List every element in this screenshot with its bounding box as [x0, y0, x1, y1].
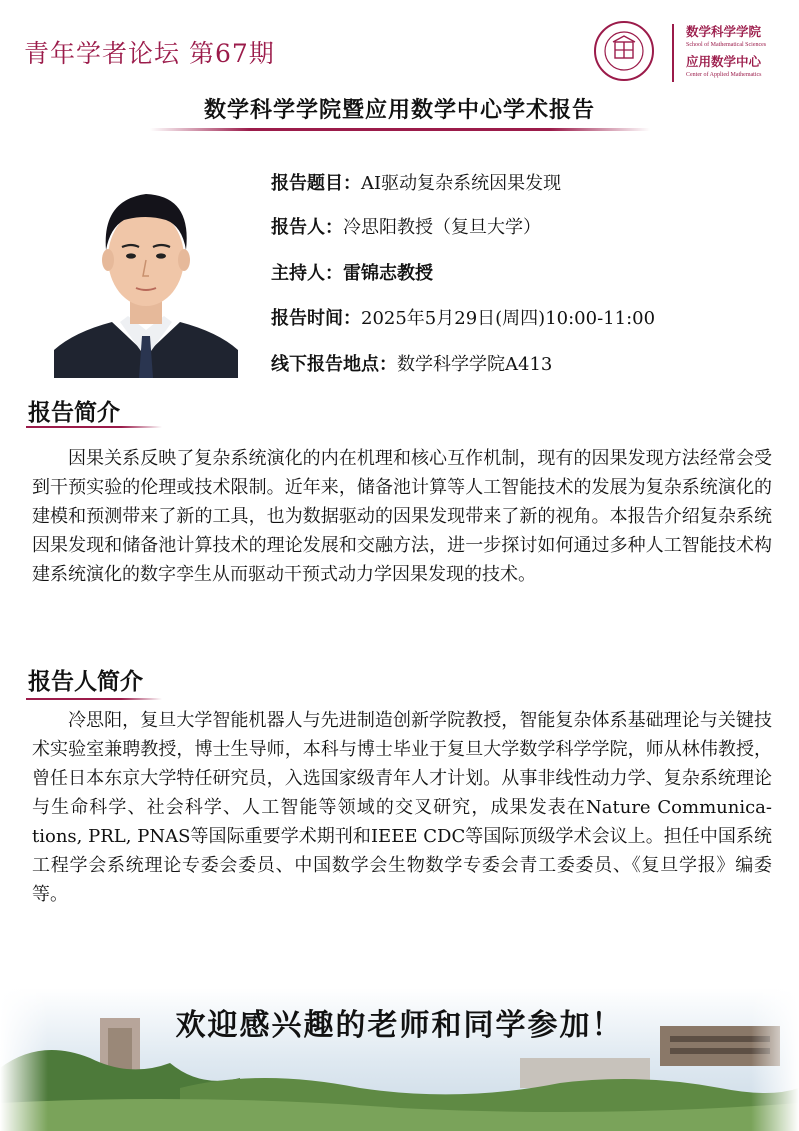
info-host: [271, 262, 433, 286]
info-time-value: 2025年5月29日(周四)10:00-11:00: [361, 308, 656, 329]
bio-text: 冷思阳，复旦大学智能机器人与先进制造创新学院教授，智能复杂体系基础理论与关键技术实验室兼聘教授，博士生导师，本科与博士毕业于复旦大学数学科学学院，师从林伟教授，曾任日本东京大学特任研究员，入选国家级青年人才计划。从事非线性动力学、复杂系统理论与生命科学、社会科学、人工智能等领域的交叉研究，成果发表在Nature Communica-tions, PRL, PNAS等国际重要学术期刊和IEEE CDC等国际顶级学术会议上。担任中国系统工程学会系统理论专委会委员、中国数学会生物数学专委会青工委委员、《复旦学报》编委等。: [32, 710, 772, 905]
title-underline: [150, 128, 650, 131]
series-title: 青年学者论坛 第67期: [24, 39, 275, 68]
info-topic: [271, 172, 561, 196]
info-location-value: 数学科学学院A413: [397, 354, 553, 375]
info-host-label: 主持人：: [271, 263, 343, 284]
page-title: 数学科学学院暨应用数学中心学术报告: [203, 97, 595, 123]
info-topic-value: AI驱动复杂系统因果发现: [361, 173, 562, 194]
speaker-photo: [54, 154, 238, 378]
org-name-cn-1: 数学科学学院: [686, 24, 762, 39]
info-speaker-value: 冷思阳教授（复旦大学）: [343, 217, 541, 238]
org-name-en-2: Center of Applied Mathematics: [686, 72, 762, 78]
info-speaker: [271, 216, 541, 240]
info-location-label: 线下报告地点：: [271, 354, 397, 375]
abstract-heading: 报告简介: [28, 399, 120, 426]
org-name-cn-2: 应用数学中心: [686, 54, 762, 69]
welcome-banner-text: 欢迎感兴趣的老师和同学参加！: [175, 1008, 624, 1043]
org-block: [686, 24, 796, 80]
org-name-en-1: School of Mathematical Sciences: [686, 42, 767, 48]
bio-heading-rule: [26, 698, 162, 700]
abstract-heading-rule: [26, 426, 162, 428]
abstract-text: 因果关系反映了复杂系统演化的内在机理和核心互作机制，现有的因果发现方法经常会受到干预实验的伦理或技术限制。近年来，储备池计算等人工智能技术的发展为复杂系统演化的建模和预测带来了新的工具，也为数据驱动的因果发现带来了新的视角。本报告介绍复杂系统因果发现和储备池计算技术的理论发展和交融方法，进一步探讨如何通过多种人工智能技术构建系统演化的数字孪生从而驱动干预式动力学因果发现的技术。: [32, 448, 772, 585]
bio-heading: 报告人简介: [28, 668, 143, 695]
university-seal-icon: [593, 20, 655, 82]
info-time: [271, 307, 655, 331]
header-divider: [672, 24, 674, 82]
info-location: [271, 353, 552, 377]
info-topic-label: 报告题目：: [271, 173, 361, 194]
info-time-label: 报告时间：: [271, 308, 361, 329]
info-speaker-label: 报告人：: [271, 217, 343, 238]
info-host-value: 雷锦志教授: [343, 263, 433, 284]
